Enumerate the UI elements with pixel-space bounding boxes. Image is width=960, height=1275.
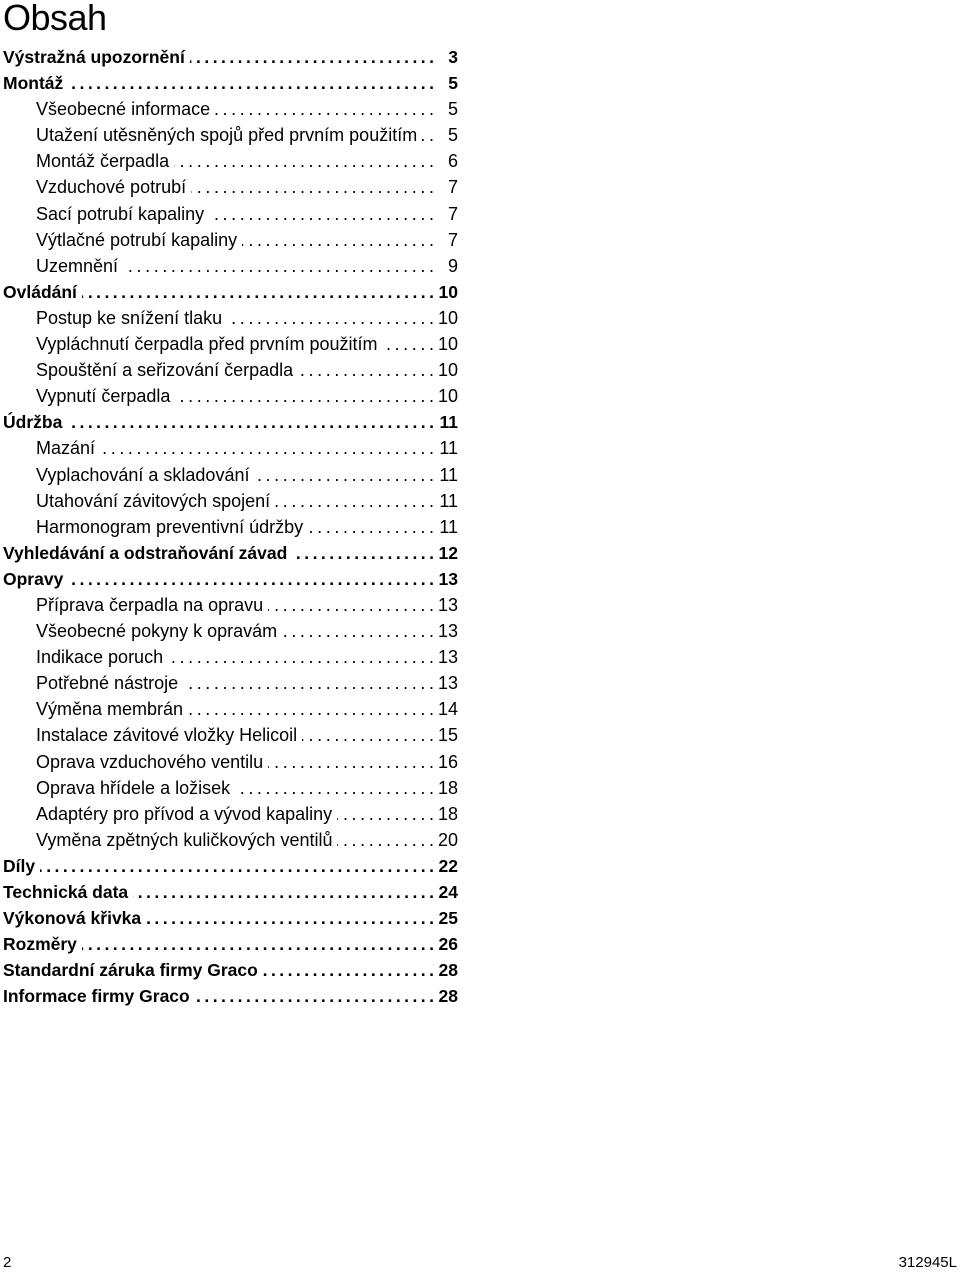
toc-section-entry[interactable] bbox=[3, 44, 458, 70]
toc-entry-label: Všeobecné informace bbox=[36, 99, 211, 120]
toc-subsection-entry[interactable] bbox=[3, 722, 458, 748]
toc-entry-page-number: 7 bbox=[447, 229, 458, 250]
toc-entry-label: Všeobecné pokyny k opravám bbox=[36, 621, 278, 642]
toc-dot-leader bbox=[298, 357, 434, 383]
toc-entry-label: Výstražná upozornění bbox=[3, 47, 185, 67]
toc-entry-page-number: 5 bbox=[448, 73, 458, 94]
toc-entry-label: Montáž čerpadla bbox=[36, 151, 170, 172]
toc-subsection-entry[interactable] bbox=[3, 305, 458, 331]
toc-dot-leader bbox=[242, 227, 434, 253]
toc-dot-leader bbox=[268, 592, 434, 618]
toc-section-entry[interactable] bbox=[3, 409, 458, 435]
toc-dot-leader bbox=[191, 174, 434, 200]
toc-dot-leader bbox=[275, 488, 434, 514]
toc-dot-leader bbox=[100, 435, 434, 461]
toc-entry-page-number: 14 bbox=[437, 699, 458, 720]
toc-subsection-entry[interactable] bbox=[3, 357, 458, 383]
toc-dot-leader bbox=[175, 383, 434, 409]
toc-section-entry[interactable] bbox=[3, 905, 458, 931]
toc-dot-leader bbox=[188, 696, 434, 722]
toc-entry-page-number: 3 bbox=[448, 47, 458, 67]
toc-section-entry[interactable] bbox=[3, 983, 458, 1009]
toc-entry-page-number: 7 bbox=[447, 203, 458, 224]
toc-entry-page-number: 28 bbox=[438, 960, 458, 981]
toc-dot-leader bbox=[174, 148, 434, 174]
toc-section-entry[interactable] bbox=[3, 540, 458, 566]
toc-entry-page-number: 26 bbox=[438, 934, 458, 955]
toc-entry-page-number: 24 bbox=[438, 882, 458, 902]
toc-section-entry[interactable] bbox=[3, 853, 458, 879]
toc-dot-leader bbox=[422, 122, 434, 148]
toc-dot-leader bbox=[215, 96, 434, 122]
toc-section-entry[interactable] bbox=[3, 957, 458, 983]
toc-entry-label: Ovládání bbox=[3, 281, 77, 302]
toc-dot-leader bbox=[68, 566, 434, 592]
toc-entry-label: Harmonogram preventivní údržby bbox=[36, 516, 304, 537]
toc-entry-label: Montáž bbox=[3, 73, 64, 94]
toc-entry-label: Výtlačné potrubí kapaliny bbox=[36, 229, 238, 250]
toc-entry-page-number: 5 bbox=[447, 125, 458, 146]
toc-subsection-entry[interactable] bbox=[3, 148, 458, 174]
toc-subsection-entry[interactable] bbox=[3, 488, 458, 514]
toc-subsection-entry[interactable] bbox=[3, 696, 458, 722]
toc-subsection-entry[interactable] bbox=[3, 827, 458, 853]
toc-subsection-entry[interactable] bbox=[3, 801, 458, 827]
toc-entry-page-number: 15 bbox=[437, 725, 458, 746]
toc-dot-leader bbox=[40, 853, 434, 879]
toc-dot-leader bbox=[302, 722, 434, 748]
toc-entry-label: Informace firmy Graco bbox=[3, 986, 190, 1007]
toc-entry-label: Technická data bbox=[3, 882, 129, 902]
toc-entry-page-number: 5 bbox=[447, 99, 458, 120]
toc-dot-leader bbox=[183, 670, 434, 696]
toc-entry-label: Potřebné nástroje bbox=[36, 673, 179, 694]
toc-dot-leader bbox=[133, 879, 434, 905]
toc-entry-label: Adaptéry pro přívod a vývod kapaliny bbox=[36, 803, 333, 824]
toc-entry-page-number: 10 bbox=[437, 360, 458, 381]
toc-entry-page-number: 6 bbox=[447, 151, 458, 172]
toc-subsection-entry[interactable] bbox=[3, 96, 458, 122]
toc-dot-leader bbox=[268, 749, 434, 775]
toc-dot-leader bbox=[146, 905, 434, 931]
toc-entry-page-number: 25 bbox=[438, 908, 458, 929]
toc-entry-page-number: 11 bbox=[439, 438, 458, 459]
toc-entry-page-number: 18 bbox=[437, 777, 458, 798]
table-of-contents bbox=[3, 44, 458, 1009]
toc-entry-label: Opravy bbox=[3, 568, 64, 589]
footer-page-number: 2 bbox=[3, 1254, 12, 1271]
toc-section-entry[interactable] bbox=[3, 931, 458, 957]
toc-entry-label: Díly bbox=[3, 855, 36, 876]
toc-subsection-entry[interactable] bbox=[3, 749, 458, 775]
toc-entry-label: Mazání bbox=[36, 438, 96, 459]
toc-subsection-entry[interactable] bbox=[3, 435, 458, 461]
toc-subsection-entry[interactable] bbox=[3, 618, 458, 644]
toc-entry-label: Vyplachování a skladování bbox=[36, 464, 250, 485]
toc-dot-leader bbox=[292, 540, 434, 566]
toc-dot-leader bbox=[227, 305, 434, 331]
toc-dot-leader bbox=[123, 253, 434, 279]
toc-entry-page-number: 10 bbox=[437, 386, 458, 407]
toc-entry-page-number: 12 bbox=[438, 542, 458, 563]
toc-dot-leader bbox=[190, 44, 434, 70]
toc-entry-page-number: 11 bbox=[439, 490, 458, 511]
toc-subsection-entry[interactable] bbox=[3, 462, 458, 488]
toc-subsection-entry[interactable] bbox=[3, 122, 458, 148]
toc-entry-page-number: 10 bbox=[437, 307, 458, 328]
toc-entry-label: Vyhledávání a odstraňování závad bbox=[3, 542, 288, 563]
toc-subsection-entry[interactable] bbox=[3, 592, 458, 618]
toc-subsection-entry[interactable] bbox=[3, 331, 458, 357]
toc-subsection-entry[interactable] bbox=[3, 775, 458, 801]
toc-entry-page-number: 28 bbox=[438, 986, 458, 1007]
toc-entry-page-number: 10 bbox=[437, 334, 458, 355]
toc-entry-label: Uzemnění bbox=[36, 255, 119, 276]
page-title: Obsah bbox=[3, 0, 107, 38]
toc-entry-page-number: 13 bbox=[437, 647, 458, 668]
toc-entry-label: Vzduchové potrubí bbox=[36, 177, 187, 198]
toc-entry-label: Utažení utěsněných spojů před prvním použitím bbox=[36, 125, 418, 146]
toc-entry-page-number: 13 bbox=[437, 673, 458, 694]
toc-dot-leader bbox=[235, 775, 434, 801]
toc-section-entry[interactable] bbox=[3, 70, 458, 96]
toc-entry-label: Oprava vzduchového ventilu bbox=[36, 751, 264, 772]
toc-section-entry[interactable] bbox=[3, 279, 458, 305]
toc-entry-page-number: 22 bbox=[438, 855, 458, 876]
toc-subsection-entry[interactable] bbox=[3, 174, 458, 200]
footer-document-id: 312945L bbox=[898, 1254, 957, 1271]
toc-entry-label: Výměna membrán bbox=[36, 699, 184, 720]
toc-entry-page-number: 11 bbox=[439, 412, 458, 433]
toc-entry-page-number: 7 bbox=[447, 177, 458, 198]
toc-dot-leader bbox=[195, 983, 434, 1009]
toc-entry-label: Standardní záruka firmy Graco bbox=[3, 960, 258, 981]
toc-dot-leader bbox=[67, 409, 434, 435]
toc-entry-label: Vyměna zpětných kuličkových ventilů bbox=[36, 829, 333, 850]
toc-entry-page-number: 9 bbox=[447, 255, 458, 276]
toc-subsection-entry[interactable] bbox=[3, 670, 458, 696]
toc-dot-leader bbox=[168, 644, 434, 670]
toc-dot-leader bbox=[308, 514, 434, 540]
toc-subsection-entry[interactable] bbox=[3, 253, 458, 279]
toc-dot-leader bbox=[82, 931, 434, 957]
toc-entry-label: Utahování závitových spojení bbox=[36, 490, 271, 511]
toc-entry-page-number: 13 bbox=[438, 568, 458, 589]
toc-subsection-entry[interactable] bbox=[3, 201, 458, 227]
toc-entry-page-number: 13 bbox=[437, 594, 458, 615]
toc-entry-label: Výkonová křivka bbox=[3, 908, 142, 929]
toc-entry-label: Postup ke snížení tlaku bbox=[36, 307, 223, 328]
toc-entry-label: Instalace závitové vložky Helicoil bbox=[36, 725, 298, 746]
toc-subsection-entry[interactable] bbox=[3, 644, 458, 670]
toc-dot-leader bbox=[282, 618, 434, 644]
toc-entry-label: Vypnutí čerpadla bbox=[36, 386, 171, 407]
toc-entry-label: Příprava čerpadla na opravu bbox=[36, 594, 264, 615]
toc-section-entry[interactable] bbox=[3, 566, 458, 592]
toc-entry-page-number: 13 bbox=[437, 621, 458, 642]
toc-entry-page-number: 18 bbox=[437, 803, 458, 824]
toc-dot-leader bbox=[337, 827, 433, 853]
toc-dot-leader bbox=[263, 957, 434, 983]
toc-entry-page-number: 16 bbox=[437, 751, 458, 772]
toc-dot-leader bbox=[254, 462, 434, 488]
toc-entry-label: Rozměry bbox=[3, 934, 77, 955]
toc-entry-label: Údržba bbox=[3, 412, 63, 433]
toc-entry-page-number: 11 bbox=[439, 516, 458, 537]
toc-entry-page-number: 20 bbox=[437, 829, 458, 850]
toc-entry-label: Vypláchnutí čerpadla před prvním použitím bbox=[36, 334, 378, 355]
toc-section-entry[interactable] bbox=[3, 879, 458, 905]
toc-entry-page-number: 11 bbox=[439, 464, 458, 485]
toc-dot-leader bbox=[337, 801, 434, 827]
toc-dot-leader bbox=[383, 331, 434, 357]
toc-dot-leader bbox=[68, 70, 434, 96]
toc-dot-leader bbox=[82, 279, 434, 305]
toc-entry-label: Spouštění a seřizování čerpadla bbox=[36, 360, 294, 381]
toc-dot-leader bbox=[209, 201, 434, 227]
toc-entry-page-number: 10 bbox=[438, 281, 458, 302]
toc-entry-label: Indikace poruch bbox=[36, 647, 164, 668]
toc-subsection-entry[interactable] bbox=[3, 227, 458, 253]
toc-subsection-entry[interactable] bbox=[3, 514, 458, 540]
toc-entry-label: Oprava hřídele a ložisek bbox=[36, 777, 231, 798]
toc-entry-label: Sací potrubí kapaliny bbox=[36, 203, 205, 224]
toc-subsection-entry[interactable] bbox=[3, 383, 458, 409]
